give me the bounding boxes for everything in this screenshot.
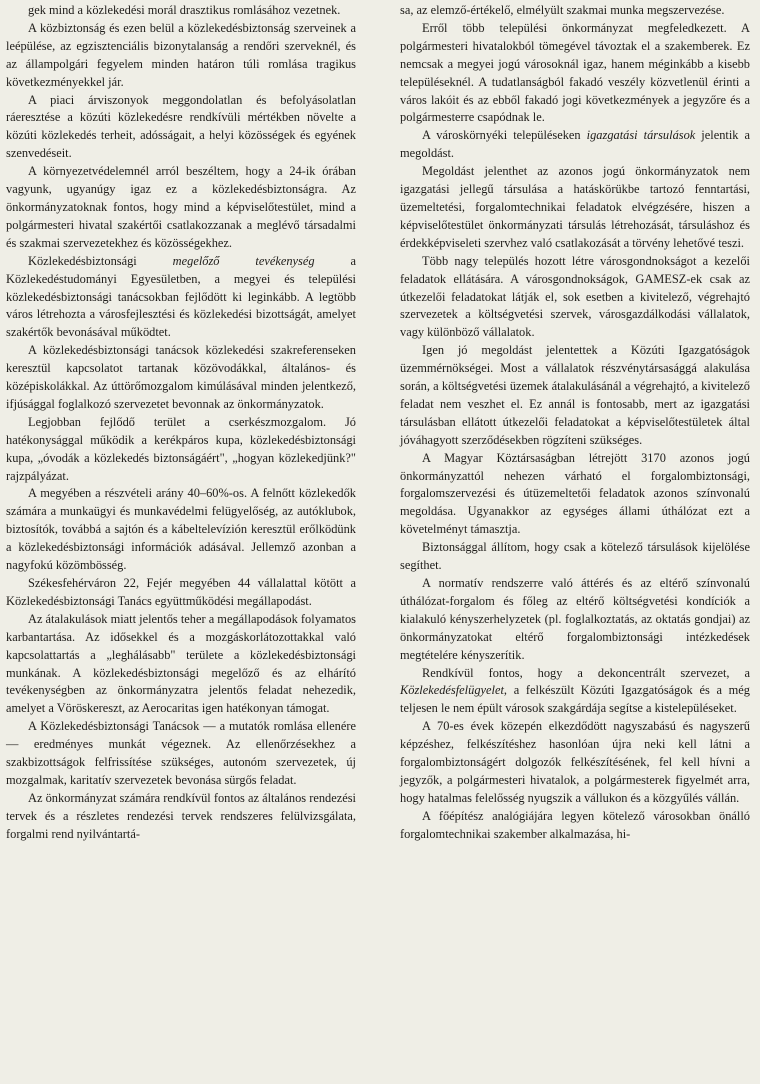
paragraph: Megoldást jelenthet az azonos jogú önkormányzatok nem igazgatási jellegű társulása a hatáskörükbe tartozó fenntartási, üzemeltetési, forgalomtechnikai feladatok elvégzésére, hiszen a képviselőtestület önkormányzati társulás létrehozását, társuláshoz és érdekképviseleti szervhez való csatlakozását a törvény lehetővé teszi. <box>400 164 750 250</box>
paragraph-text: Közlekedésbiztonsági <box>28 253 173 268</box>
paragraph: A közbiztonság és ezen belül a közlekedésbiztonság szerveinek a leépülése, az egzisztenciális bizonytalanság a rendőri szerveknél, és az állampolgári fegyelem minden határon túli romlása tragikus következményekkel jár. <box>6 20 356 89</box>
paragraph-text: , a felkészült Közúti Igazgatóságok és a még teljesen le nem épült városok szakgárdája segítse a kistelepüléseket. <box>400 683 750 716</box>
paragraph <box>400 127 750 163</box>
paragraph: Több nagy település hozott létre városgondnokságot a kezelői feladatok ellátására. A városgondnokságok, GAMESZ-ek csak az útkezelői feladatokat látják el, sok esetben a kivitelező, végrehajtó szervezetek a költségvetési szervek, városgazdálkodási vállalatok, vagy különböző vállalatok. <box>400 253 750 340</box>
paragraph: Legjobban fejlődő terület a cserkészmozgalom. Jó hatékonysággal működik a kerékpáros kupa, közlekedésbiztonsági kupa, „óvodák a közlekedés biztonságáért", „hogyan közlekedjünk?" rajzpályázat. <box>6 414 356 483</box>
text-column-left <box>6 2 356 1084</box>
paragraph: A közlekedésbiztonsági tanácsok közlekedési szakreferenseken keresztül kapcsolatot tartanak közövodákkal, általános- és középiskolákkal. Az úttörőmozgalom kimúlásával minden jelentkező, ifjúsággal foglalkozó szervezetet bevonnak az önkormányzatok. <box>6 343 356 411</box>
emphasized-phrase: Közlekedésfelügyelet <box>400 683 504 698</box>
paragraph <box>400 665 750 719</box>
paragraph: Igen jó megoldást jelentettek a Közúti Igazgatóságok üzemmérnökségei. Most a vállalatok részvénytársasággá alakulása során, a költségvetési üzemek átalakulásánál a végrehajtó, a kivitelező feladat nem veszhet el. Ez annál is fontosabb, mert az igazgatási társulásban ellátott útkezelői feladatokat a képviselőtestületek által jóváhagyott szerződésekben rögzíteni szükséges. <box>400 343 750 447</box>
emphasized-phrase: megelőző tevékenység <box>172 253 315 268</box>
paragraph: sa, az elemző-értékelő, elmélyült szakmai munka megszervezése. <box>400 3 725 17</box>
paragraph-text: a Közlekedéstudományi Egyesületben, a megyei és települési közlekedésbiztonsági tanácsokban fejlődött ki leginkább. A legtöbb város létrehozta a városfejlesztési és közlekedési bizottságát, amelyet szakértők bevonásával működtet. <box>6 253 356 340</box>
paragraph: Biztonsággal állítom, hogy csak a kötelező társulások kijelölése segíthet. <box>400 540 750 573</box>
paragraph: Az önkormányzat számára rendkívül fontos az általános rendezési tervek és a részletes rendezési tervek rendszeres felülvizsgálata, forgalmi rend nyilvántartá- <box>6 790 356 841</box>
paragraph: gek mind a közlekedési morál drasztikus romlásához vezetnek. <box>28 3 341 17</box>
text-column-right <box>400 2 750 1084</box>
paragraph <box>6 253 356 343</box>
paragraph: A megyében a részvételi arány 40–60%-os. A felnőtt közlekedők számára a munkaügyi és munkavédelmi felügyelőség, az autóklubok, biztosítók, továbbá a sajtón és a kábeltelevízión keresztül erőlködünk a közlekedésbiztonsági információk adásával. Jellemző azonban a nagyfokú közömbösség. <box>6 486 356 573</box>
paragraph-text: A városkörnyéki településeken <box>422 128 587 143</box>
paragraph: Az átalakulások miatt jelentős teher a megállapodások folyamatos karbantartása. Az idősekkel és a mozgáskorlátozottakkal való kapcsolattartás a „leghálásabb" területe a közlekedésbiztonsági munkának. A közlekedésbiztonsági megelőző és az elhárító tevékenységben az önkormányzatra jelentős feladat nehezedik, amelyet a Vöröskereszt, az Aerocaritas igen hatékonyan támogat. <box>6 611 356 716</box>
paragraph-text: jelentik a megoldást. <box>400 128 750 161</box>
paragraph: A 70-es évek közepén elkezdődött nagyszabású és nagyszerű képzéshez, felkészítéshez hasonlóan újra neki kell látni a forgalombiztonságért dolgozók felkészítésének, fel kell hívni a jegyzők, a polgármesteri hivatalok, a polgármesterek figyelmét arra, hogy hatalmas felelősség nyugszik a vállukon és a közgyűlés vállán. <box>400 719 750 805</box>
paragraph: A piaci árviszonyok meggondolatlan és befolyásolatlan ráeresztése a közúti közlekedésre rendkívüli mértékben növelte a közúti közlekedés terheit, adósságait, a helyi közösségek és egyének szenvedéseit. <box>6 92 356 161</box>
paragraph: Székesfehérváron 22, Fejér megyében 44 vállalattal kötött a Közlekedésbiztonsági Tanács együttműködési megállapodást. <box>6 576 356 608</box>
paragraph-text: Rendkívül fontos, hogy a dekoncentrált szervezet, a <box>422 665 750 680</box>
paragraph: A környezetvédelemnél arról beszéltem, hogy a 24-ik órában vagyunk, ugyanúgy igaz ez a közlekedésbiztonságra. Az önkormányzatoknak fontos, hogy mind a képviselőtestület, mind a polgármesteri hivatal szakértői csatlakozzanak a meglévő társadalmi és szakmai szervezetekhez és közösségekhez. <box>6 164 356 250</box>
paragraph: A normatív rendszerre való áttérés és az eltérő színvonalú úthálózat-forgalom és főleg az eltérő költségvetési kondíciók a kialakuló kényszerhelyzetek (pl. foglalkoztatás, az oktatás gondjai) az önkormányzatokat eltérő forgalombiztonsági intézkedések megtételére kényszerítik. <box>400 576 750 662</box>
emphasized-phrase: igazgatási társulások <box>586 128 696 143</box>
paragraph: A főépítész analógiájára legyen kötelező városokban önálló forgalomtechnikai szakember alkalmazása, hi- <box>400 808 750 841</box>
paragraph: Erről több települési önkormányzat megfeledkezett. A polgármesteri hivatalokból tömegével távoztak el a szakemberek. Ez nemcsak a megyei jogú városoknál igaz, hanem méginkább a kisebb településeknél. A tudatlanságból fakadó veszély közvetlenül érinti a város lakóit és az ebből fakadó jogi következmények a jegyzőre és a polgármesterre csapódnak le. <box>400 20 750 125</box>
paragraph: A Közlekedésbiztonsági Tanácsok — a mutatók romlása ellenére — eredményes munkát végeznek. Az ellenőrzésekhez a szakbizottságok felfrissítése szükséges, autonóm szervezetek, új mozgalmak, karitatív szervezetek bevonása sürgős feladat. <box>6 719 356 787</box>
paragraph: A Magyar Köztársaságban létrejött 3170 azonos jogú önkormányzattól nehezen várható el forgalombiztonsági, forgalomszervezési és útüzemeltetői feladatok azonos színvonalú megoldása. Ugyanakkor az egységes állami úthálózat ezt a követelményt támasztja. <box>400 450 750 537</box>
